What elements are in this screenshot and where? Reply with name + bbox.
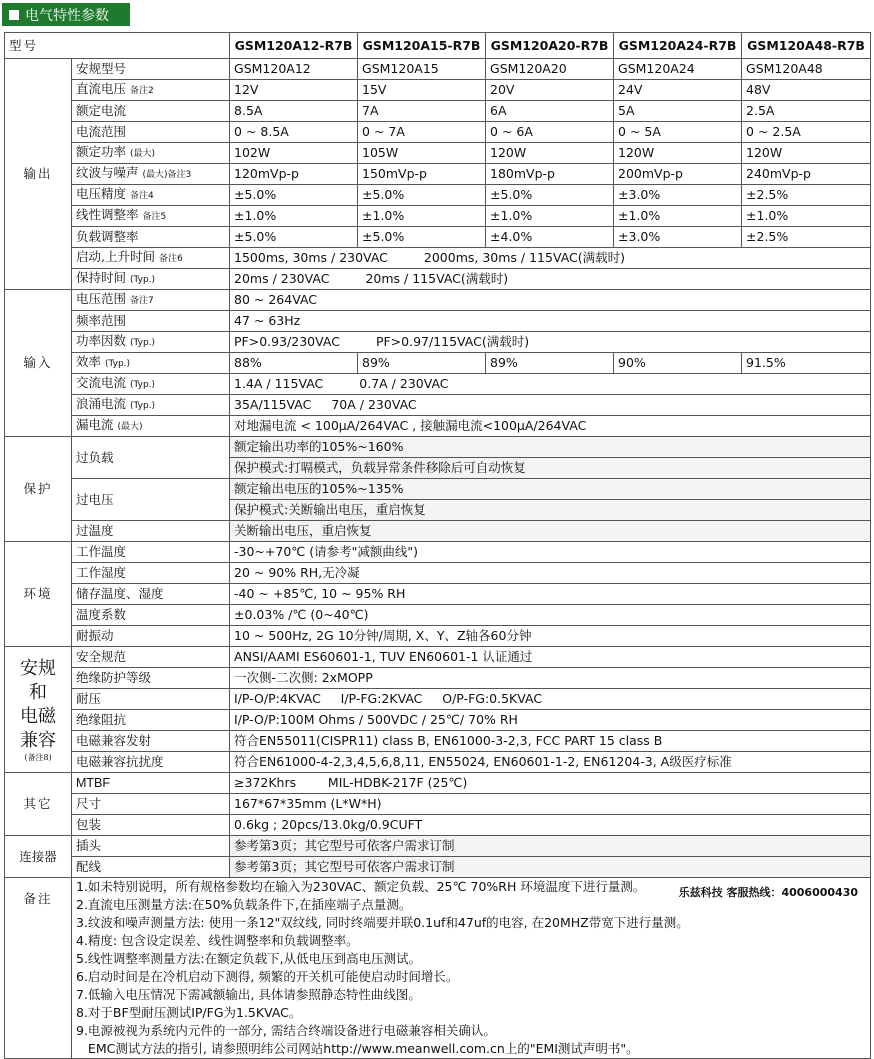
cell: ±5.0% [486,185,614,206]
cell: 48V [742,80,871,101]
cell: 91.5% [742,353,871,374]
note-item: 3.纹波和噪声测量方法: 使用一条12"双纹线, 同时终端要并联0.1uf和47uf的电容, 在20MHZ带宽下进行量测。 [76,915,689,930]
cell: 20ms / 230VAC 20ms / 115VAC(满载时) [230,269,871,290]
row-label: 过温度 [72,521,230,542]
cell: 1.4A / 115VAC 0.7A / 230VAC [230,374,871,395]
cell: 7A [358,101,486,122]
model-name: GSM120A24-R7B [614,33,742,59]
table-row [5,143,871,164]
row-label: 配线 [72,857,230,878]
row-label: 额定电流 [72,101,230,122]
model-name: GSM120A15-R7B [358,33,486,59]
cell: 0 ~ 6A [486,122,614,143]
row-label: 储存温度、湿度 [72,584,230,605]
cell: 0 ~ 5A [614,122,742,143]
cell: 1500ms, 30ms / 230VAC 2000ms, 30ms / 115VAC(满载时) [230,248,871,269]
cell: 24V [614,80,742,101]
cell: ±4.0% [486,227,614,248]
cell: 0 ~ 2.5A [742,122,871,143]
table-row [5,605,871,626]
table-row [5,815,871,836]
cell: GSM120A20 [486,59,614,80]
table-row [5,731,871,752]
note-item: 4.精度: 包含设定误差、线性调整率和负载调整率。 [76,933,359,948]
notes-row [5,878,871,1059]
model-name: GSM120A20-R7B [486,33,614,59]
cell: 保护模式:关断输出电压，重启恢复 [230,500,871,521]
table-row [5,584,871,605]
table-row [5,101,871,122]
cell: 对地漏电流 < 100μA/264VAC , 接触漏电流<100μA/264VAC [230,416,871,437]
cell: ±1.0% [614,206,742,227]
row-label: 电流范围 [72,122,230,143]
cell: ±5.0% [230,185,358,206]
cell: 200mVp-p [614,164,742,185]
cell: 90% [614,353,742,374]
cell: 参考第3页；其它型号可依客户需求订制 [230,857,871,878]
output-category: 输出 [5,59,72,290]
row-label: 漏电流 (最大) [72,416,230,437]
row-label: 电压精度 备注4 [72,185,230,206]
cell: ±3.0% [614,227,742,248]
cell: ±5.0% [230,227,358,248]
cell: 额定输出功率的105%~160% [230,437,871,458]
cell: I/P-O/P:100M Ohms / 500VDC / 25℃/ 70% RH [230,710,871,731]
table-row [5,437,871,458]
table-row [5,668,871,689]
table-row [5,353,871,374]
table-row [5,479,871,500]
cell: -30~+70℃ (请参考"减额曲线") [230,542,871,563]
table-row [5,80,871,101]
cell: ±1.0% [486,206,614,227]
cell: PF>0.93/230VAC PF>0.97/115VAC(满载时) [230,332,871,353]
cell: ANSI/AAMI ES60601-1, TUV EN60601-1 认证通过 [230,647,871,668]
cell: GSM120A15 [358,59,486,80]
cell: GSM120A24 [614,59,742,80]
table-row [5,773,871,794]
row-label: 启动,上升时间 备注6 [72,248,230,269]
cell: 0 ~ 8.5A [230,122,358,143]
cell: 6A [486,101,614,122]
model-row [5,33,871,59]
cell: 150mVp-p [358,164,486,185]
table-row [5,710,871,731]
row-label: 浪涌电流 (Typ.) [72,395,230,416]
row-label: 绝缘阻抗 [72,710,230,731]
model-name: GSM120A12-R7B [230,33,358,59]
row-label: 电磁兼容抗扰度 [72,752,230,773]
model-label: 型号 [5,33,230,59]
cell: ±0.03% /℃ (0~40℃) [230,605,871,626]
row-label: 工作温度 [72,542,230,563]
table-row [5,248,871,269]
table-row [5,521,871,542]
table-row [5,647,871,668]
row-label: 安规型号 [72,59,230,80]
cell: ±1.0% [230,206,358,227]
cell: 89% [358,353,486,374]
cell: 80 ~ 264VAC [230,290,871,311]
cell: GSM120A48 [742,59,871,80]
section-title: 电气特性参数 [25,7,109,24]
table-row [5,332,871,353]
row-label: 频率范围 [72,311,230,332]
cell: 120W [614,143,742,164]
note-item: EMC测试方法的指引, 请参照明纬公司网站http://www.meanwell.com.cn上的"EMI测试声明书"。 [76,1041,639,1056]
cell: 参考第3页；其它型号可依客户需求订制 [230,836,871,857]
cell: 167*67*35mm (L*W*H) [230,794,871,815]
row-label: 功率因数 (Typ.) [72,332,230,353]
note-item: 5.线性调整率测量方法:在额定负载下,从低电压到高电压测试。 [76,951,422,966]
table-row [5,416,871,437]
cell: 120W [486,143,614,164]
table-row [5,290,871,311]
table-row [5,206,871,227]
table-row [5,311,871,332]
cell: 10 ~ 500Hz, 2G 10分钟/周期, X、Y、Z轴各60分钟 [230,626,871,647]
row-label: 过电压 [72,479,230,521]
cell: 240mVp-p [742,164,871,185]
note-item: 6.启动时间是在冷机启动下测得, 频繁的开关机可能使启动时间增长。 [76,969,459,984]
cell: 20 ~ 90% RH,无冷凝 [230,563,871,584]
cell: ±2.5% [742,185,871,206]
row-label: MTBF [72,773,230,794]
cell: 额定输出电压的105%~135% [230,479,871,500]
row-label: 耐压 [72,689,230,710]
cell: ±1.0% [358,206,486,227]
cell: 15V [358,80,486,101]
table-row [5,857,871,878]
row-label: 效率 (Typ.) [72,353,230,374]
square-icon [9,10,19,20]
row-label: 保持时间 (Typ.) [72,269,230,290]
spec-table [4,32,871,1059]
table-row [5,626,871,647]
notes-category: 备注 [5,878,72,1059]
row-label: 尺寸 [72,794,230,815]
cell: 120mVp-p [230,164,358,185]
note-item: 9.电源被视为系统内元件的一部分, 需结合终端设备进行电磁兼容相关确认。 [76,1023,496,1038]
cell: 一次侧-二次侧: 2xMOPP [230,668,871,689]
section-header [2,3,130,26]
table-row [5,227,871,248]
row-label: 负载调整率 [72,227,230,248]
cell: 180mVp-p [486,164,614,185]
table-row [5,395,871,416]
cell: 关断输出电压，重启恢复 [230,521,871,542]
note-item: 8.对于BF型耐压测试IP/FG为1.5KVAC。 [76,1005,302,1020]
table-row [5,563,871,584]
cell: 0.6kg ; 20pcs/13.0kg/0.9CUFT [230,815,871,836]
table-row [5,374,871,395]
row-label: 直流电压 备注2 [72,80,230,101]
cell: 88% [230,353,358,374]
table-row [5,269,871,290]
cell: 保护模式:打嗝模式，负载异常条件移除后可自动恢复 [230,458,871,479]
table-row [5,185,871,206]
table-row [5,794,871,815]
table-row [5,836,871,857]
notes-cell [72,878,871,1059]
row-label: 温度系数 [72,605,230,626]
cell: 符合EN61000-4-2,3,4,5,6,8,11, EN55024, EN60601-1-2, EN61204-3, A级医疗标准 [230,752,871,773]
row-label: 安全规范 [72,647,230,668]
table-row [5,752,871,773]
model-name: GSM120A48-R7B [742,33,871,59]
environment-category: 环境 [5,542,72,647]
cell: 12V [230,80,358,101]
row-label: 过负载 [72,437,230,479]
table-row [5,542,871,563]
row-label: 电压范围 备注7 [72,290,230,311]
note-item: 7.低输入电压情况下需减额输出, 具体请参照静态特性曲线图。 [76,987,421,1002]
table-row [5,122,871,143]
row-label: 纹波与噪声 (最大)备注3 [72,164,230,185]
cell: 5A [614,101,742,122]
others-category: 其它 [5,773,72,836]
table-row [5,689,871,710]
cell: 47 ~ 63Hz [230,311,871,332]
cell: 120W [742,143,871,164]
cell: ≥372Khrs MIL-HDBK-217F (25℃) [230,773,871,794]
cell: 89% [486,353,614,374]
cell: ±5.0% [358,227,486,248]
row-label: 绝缘防护等级 [72,668,230,689]
cell: GSM120A12 [230,59,358,80]
note-item: 1.如未特别说明，所有规格参数均在输入为230VAC、额定负载、25℃ 70%RH 环境温度下进行量测。 [76,879,646,894]
row-label: 交流电流 (Typ.) [72,374,230,395]
cell: -40 ~ +85℃, 10 ~ 95% RH [230,584,871,605]
row-label: 插头 [72,836,230,857]
safety-emc-category: 安规 和 电磁 兼容 (备注8) [5,647,72,773]
row-label: 耐振动 [72,626,230,647]
cell: ±1.0% [742,206,871,227]
cell: I/P-O/P:4KVAC I/P-FG:2KVAC O/P-FG:0.5KVAC [230,689,871,710]
connector-category: 连接器 [5,836,72,878]
row-label: 电磁兼容发射 [72,731,230,752]
input-category: 输入 [5,290,72,437]
table-row [5,59,871,80]
cell: 35A/115VAC 70A / 230VAC [230,395,871,416]
cell: 符合EN55011(CISPR11) class B, EN61000-3-2,3, FCC PART 15 class B [230,731,871,752]
cell: 8.5A [230,101,358,122]
cell: ±3.0% [614,185,742,206]
row-label: 额定功率 (最大) [72,143,230,164]
cell: ±5.0% [358,185,486,206]
row-label: 工作湿度 [72,563,230,584]
cell: 102W [230,143,358,164]
row-label: 线性调整率 备注5 [72,206,230,227]
cell: 105W [358,143,486,164]
cell: 0 ~ 7A [358,122,486,143]
row-label: 包装 [72,815,230,836]
cell: 20V [486,80,614,101]
table-row [5,164,871,185]
note-item: 2.直流电压测量方法:在50%负载条件下,在插座端子点量测。 [76,897,412,912]
cell: 2.5A [742,101,871,122]
cell: ±2.5% [742,227,871,248]
protection-category: 保护 [5,437,72,542]
hotline-text: 乐兹科技 客服热线：4006000430 [678,886,859,899]
